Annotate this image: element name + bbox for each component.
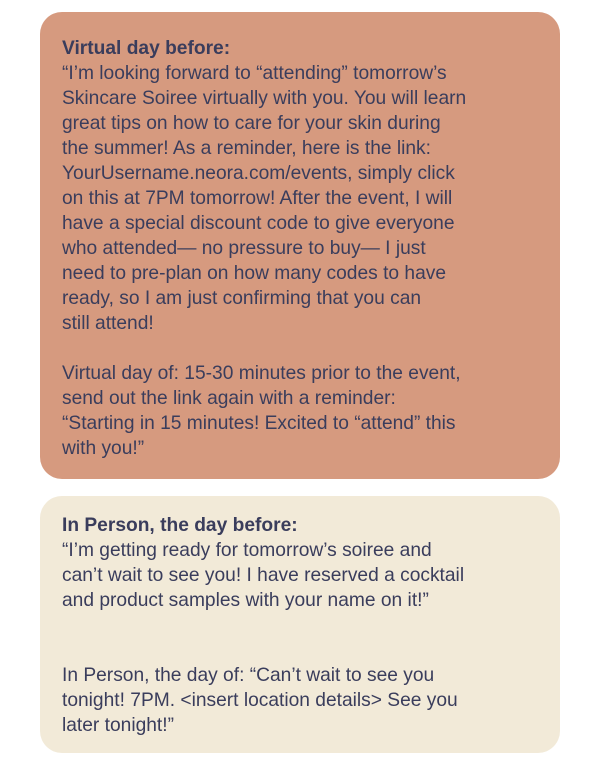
in-person-day-of-message: In Person, the day of: “Can’t wait to see you tonight! 7PM. <insert location details> See you later tonight!” (62, 665, 458, 736)
in-person-day-before-message: “I’m getting ready for tomorrow’s soiree and can’t wait to see you! I have reserved a cocktail and product samples with your name on it!” (62, 540, 465, 611)
virtual-message-card (40, 12, 560, 479)
virtual-day-before-message: “I’m looking forward to “attending” tomorrow’s Skincare Soiree virtually with you. You will learn great tips on how to care for your skin during the summer! As a reminder, here is the link: YourUsername.neora.com/events, simply click on this at 7PM tomorrow! After the event, I will have a special discount code to give everyone who attended— no pressure to buy— I just need to pre-plan on how many codes to have ready, so I am just confirming that you can still attend! (62, 63, 467, 334)
in-person-day-before-heading: In Person, the day before: (62, 515, 298, 536)
in-person-message-card (40, 496, 560, 753)
virtual-day-before-heading: Virtual day before: (62, 38, 231, 59)
spacer (62, 613, 536, 663)
virtual-day-of-message: Virtual day of: 15-30 minutes prior to the event, send out the link again with a reminder: “Starting in 15 minutes! Excited to “attend” this with you!” (62, 363, 461, 459)
spacer (62, 336, 536, 361)
